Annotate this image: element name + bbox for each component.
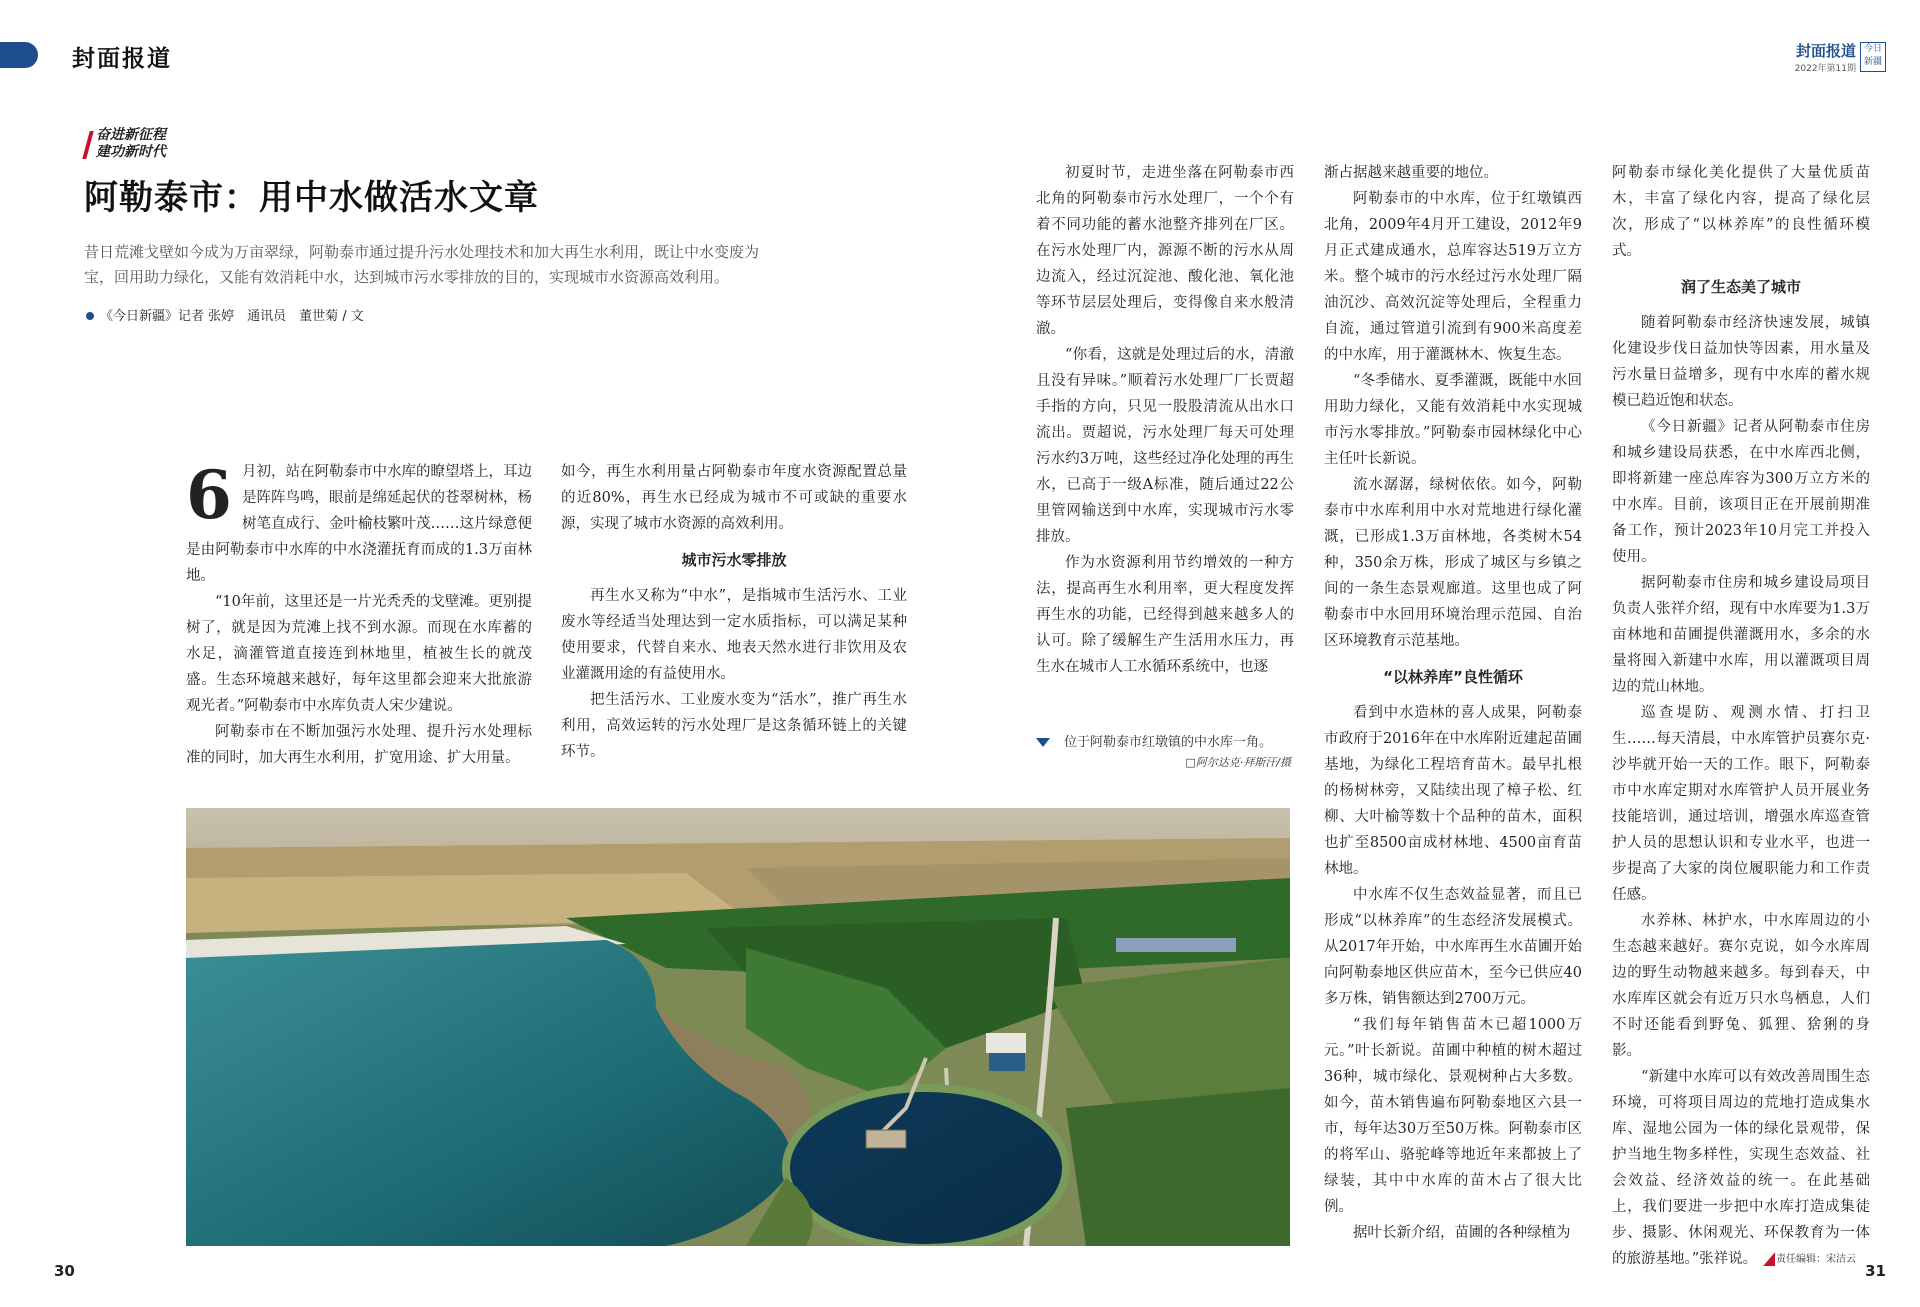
paragraph xyxy=(186,456,532,589)
article-lead: 昔日荒滩戈壁如今成为万亩翠绿，阿勒泰市通过提升污水处理技术和加大再生水利用，既让中水变废为宝，回用助力绿化，又能有效消耗中水，达到城市污水零排放的目的，实现城市水资源高效利用。 xyxy=(84,243,760,286)
column-3 xyxy=(1036,160,1294,680)
column-1 xyxy=(186,456,532,771)
kicker xyxy=(96,127,246,161)
section-title-left: 封面报道 xyxy=(72,45,172,72)
page-number-right: 31 xyxy=(1865,1262,1886,1280)
photo-caption xyxy=(1036,731,1291,770)
paragraph: 把生活污水、工业废水变为“活水”，推广再生水利用，高效运转的污水处理厂是这条循环链上的关键环节。 xyxy=(561,692,907,760)
paragraph: “10年前，这里还是一片光秃秃的戈壁滩。更别提树了，就是因为荒滩上找不到水源。而现在水库蓄的水足，滴灌管道直接连到林地里，植被生长的就茂盛。生态环境越来越好，每年这里都会迎来大批旅游观光者。”阿勒泰市中水库负责人宋少建说。 xyxy=(186,594,532,714)
paragraph: 据阿勒泰市住房和城乡建设局项目负责人张祥介绍，现有中水库要为1.3万亩林地和苗圃提供灌溉用水，多余的水量将囤入新建中水库，用以灌溉项目周边的荒山林地。 xyxy=(1612,575,1870,695)
paragraph: 再生水又称为“中水”，是指城市生活污水、工业废水等经适当处理达到一定水质指标，可以满足某种使用要求，代替自来水、地表天然水进行非饮用及农业灌溉用途的有益使用水。 xyxy=(561,588,907,682)
responsible-editor: 责任编辑：宋洁云 xyxy=(1776,1254,1856,1265)
magazine-logo: 今日新疆 xyxy=(1860,42,1886,72)
paragraph: 阿勒泰市的中水库，位于红墩镇西北角，2009年4月开工建设，2012年9月正式建成通水，总库容达519万立方米。整个城市的污水经过污水处理厂隔油沉沙、高效沉淀等处理后，全程重力自流，通过管道引流到有900米高度差的中水库，用于灌溉林木、恢复生态。 xyxy=(1324,191,1582,363)
caption-arrow-icon xyxy=(1036,738,1050,747)
issue-number: 2022年第11期 xyxy=(1794,64,1856,74)
byline-bullet-icon xyxy=(86,312,94,320)
paragraph-text: “新建中水库可以有效改善周围生态环境，可将项目周边的荒地打造成集水库、湿地公园为一体的绿化景观带，保护当地生物多样性，实现生态效益、社会效益、经济效益的统一。在此基础上，我们要进一步把中水库打造成集徒步、摄影、休闲观光、环保教育为一体的旅游基地。”张祥说。 xyxy=(1612,1069,1870,1267)
paragraph: 巡查堤防、观测水情、打扫卫生……每天清晨，中水库管护员赛尔克·沙毕就开始一天的工作。眼下，阿勒泰市中水库定期对水库管护人员开展业务技能培训，通过培训，增强水库巡查管护人员的思想认识和专业水平，也进一步提高了大家的岗位履职能力和工作责任感。 xyxy=(1612,705,1870,903)
section-title-right: 封面报道 xyxy=(1795,42,1856,60)
paragraph: 阿勒泰市绿化美化提供了大量优质苗木，丰富了绿化内容，提高了绿化层次，形成了“以林养库”的良性循环模式。 xyxy=(1612,165,1870,259)
paragraph: “你看，这就是处理过后的水，清澈且没有异味。”顺着污水处理厂厂长贾超手指的方向，只见一股股清流从出水口流出。贾超说，污水处理厂每天可处理污水约3万吨，这些经过净化处理的再生水，已高于一级A标准，随后通过22公里管网输送到中水库，实现城市污水零排放。 xyxy=(1036,347,1294,545)
end-of-article-mark xyxy=(1763,1252,1775,1266)
kicker-line-1: 奋进新征程 xyxy=(96,127,166,143)
paragraph: 流水潺潺，绿树依依。如今，阿勒泰市中水库利用中水对荒地进行绿化灌溉，已形成1.3万亩林地，各类树木54种，350余万株，形成了城区与乡镇之间的一条生态景观廊道。这里也成了阿勒泰市中水回用环境治理示范园、自治区环境教育示范基地。 xyxy=(1324,477,1582,649)
paragraph: 看到中水造林的喜人成果，阿勒泰市政府于2016年在中水库附近建起苗圃基地，为绿化工程培育苗木。最早扎根的杨树林旁，又陆续出现了樟子松、红柳、大叶榆等数十个品种的苗木，面积也扩至8500亩成材林地、4500亩育苗林地。 xyxy=(1324,705,1582,877)
subheading: 润了生态美了城市 xyxy=(1680,278,1801,296)
column-2 xyxy=(561,459,907,765)
section-marker xyxy=(0,42,38,68)
paragraph: 中水库不仅生态效益显著，而且已形成“以林养库”的生态经济发展模式。从2017年开始，中水库再生水苗圃开始向阿勒泰地区供应苗木，至今已供应40多万株，销售额达到2700万元。 xyxy=(1324,887,1582,1007)
paragraph: 初夏时节，走进坐落在阿勒泰市西北角的阿勒泰市污水处理厂，一个个有着不同功能的蓄水池整齐排列在厂区。在污水处理厂内，源源不断的污水从周边流入，经过沉淀池、酸化池、氧化池等环节层层处理后，变得像自来水般清澈。 xyxy=(1036,165,1294,337)
paragraph xyxy=(1612,1064,1870,1272)
reservoir-aerial-photo xyxy=(186,808,1290,1246)
photo-credit: □阿尔达克·拜斯汗/摄 xyxy=(1185,756,1291,769)
paragraph: 水养林、林护水，中水库周边的小生态越来越好。赛尔克说，如今水库周边的野生动物越来越多。每到春天，中水库库区就会有近万只水鸟栖息，人们不时还能看到野兔、狐狸、猞猁的身影。 xyxy=(1612,913,1870,1059)
article-title: 阿勒泰市：用中水做活水文章 xyxy=(84,178,539,218)
kicker-accent-mark xyxy=(82,131,94,159)
photo-illustration xyxy=(186,808,1290,1246)
column-4 xyxy=(1324,160,1582,1246)
kicker-line-2: 建功新时代 xyxy=(96,144,166,160)
paragraph: 随着阿勒泰市经济快速发展，城镇化建设步伐日益加快等因素，用水量及污水量日益增多，现有中水库的蓄水规模已趋近饱和状态。 xyxy=(1612,315,1870,409)
paragraph: 作为水资源利用节约增效的一种方法，提高再生水利用率，更大程度发挥再生水的功能，已经得到越来越多人的认可。除了缓解生产生活用水压力，再生水在城市人工水循环系统中，也逐 xyxy=(1036,555,1294,675)
page-number-left: 30 xyxy=(54,1262,75,1280)
paragraph: 渐占据越来越重要的地位。 xyxy=(1324,165,1498,181)
subheading: 城市污水零排放 xyxy=(681,551,787,569)
caption-text: 位于阿勒泰市红墩镇的中水库一角。 xyxy=(1064,735,1273,750)
header-right xyxy=(1794,40,1882,74)
byline-text: 《今日新疆》记者 张婷 通讯员 董世菊 / 文 xyxy=(100,309,364,324)
paragraph: “冬季储水、夏季灌溉，既能中水回用助力绿化，又能有效消耗中水实现城市污水零排放。”阿勒泰市园林绿化中心主任叶长新说。 xyxy=(1324,373,1582,467)
subheading: “以林养库”良性循环 xyxy=(1383,668,1523,686)
paragraph: 据叶长新介绍，苗圃的各种绿植为 xyxy=(1353,1225,1571,1241)
paragraph-text: 月初，站在阿勒泰市中水库的瞭望塔上，耳边是阵阵鸟鸣，眼前是绵延起伏的苍翠树林，杨树笔直成行、金叶榆枝繁叶茂……这片绿意便是由阿勒泰市中水库的中水浇灌抚育而成的1.3万亩林地。 xyxy=(186,464,532,584)
paragraph: 如今，再生水利用量占阿勒泰市年度水资源配置总量的近80%，再生水已经成为城市不可或缺的重要水源，实现了城市水资源的高效利用。 xyxy=(561,464,907,532)
paragraph: 《今日新疆》记者从阿勒泰市住房和城乡建设局获悉，在中水库西北侧，即将新建一座总库容为300万立方米的中水库。目前，该项目正在开展前期准备工作，预计2023年10月完工并投入使用。 xyxy=(1612,419,1870,565)
drop-cap: 6 xyxy=(186,456,232,534)
paragraph: 阿勒泰市在不断加强污水处理、提升污水处理标准的同时，加大再生水利用，扩宽用途、扩大用量。 xyxy=(186,724,532,766)
paragraph: “我们每年销售苗木已超1000万元。”叶长新说。苗圃中种植的树木超过36种，城市绿化、景观树种占大多数。如今，苗木销售遍布阿勒泰地区六县一市，每年达30万至50万株。阿勒泰市区的将军山、骆驼峰等地近年来都披上了绿装，其中中水库的苗木占了很大比例。 xyxy=(1324,1017,1582,1215)
byline xyxy=(86,305,364,324)
column-5 xyxy=(1612,160,1870,1272)
